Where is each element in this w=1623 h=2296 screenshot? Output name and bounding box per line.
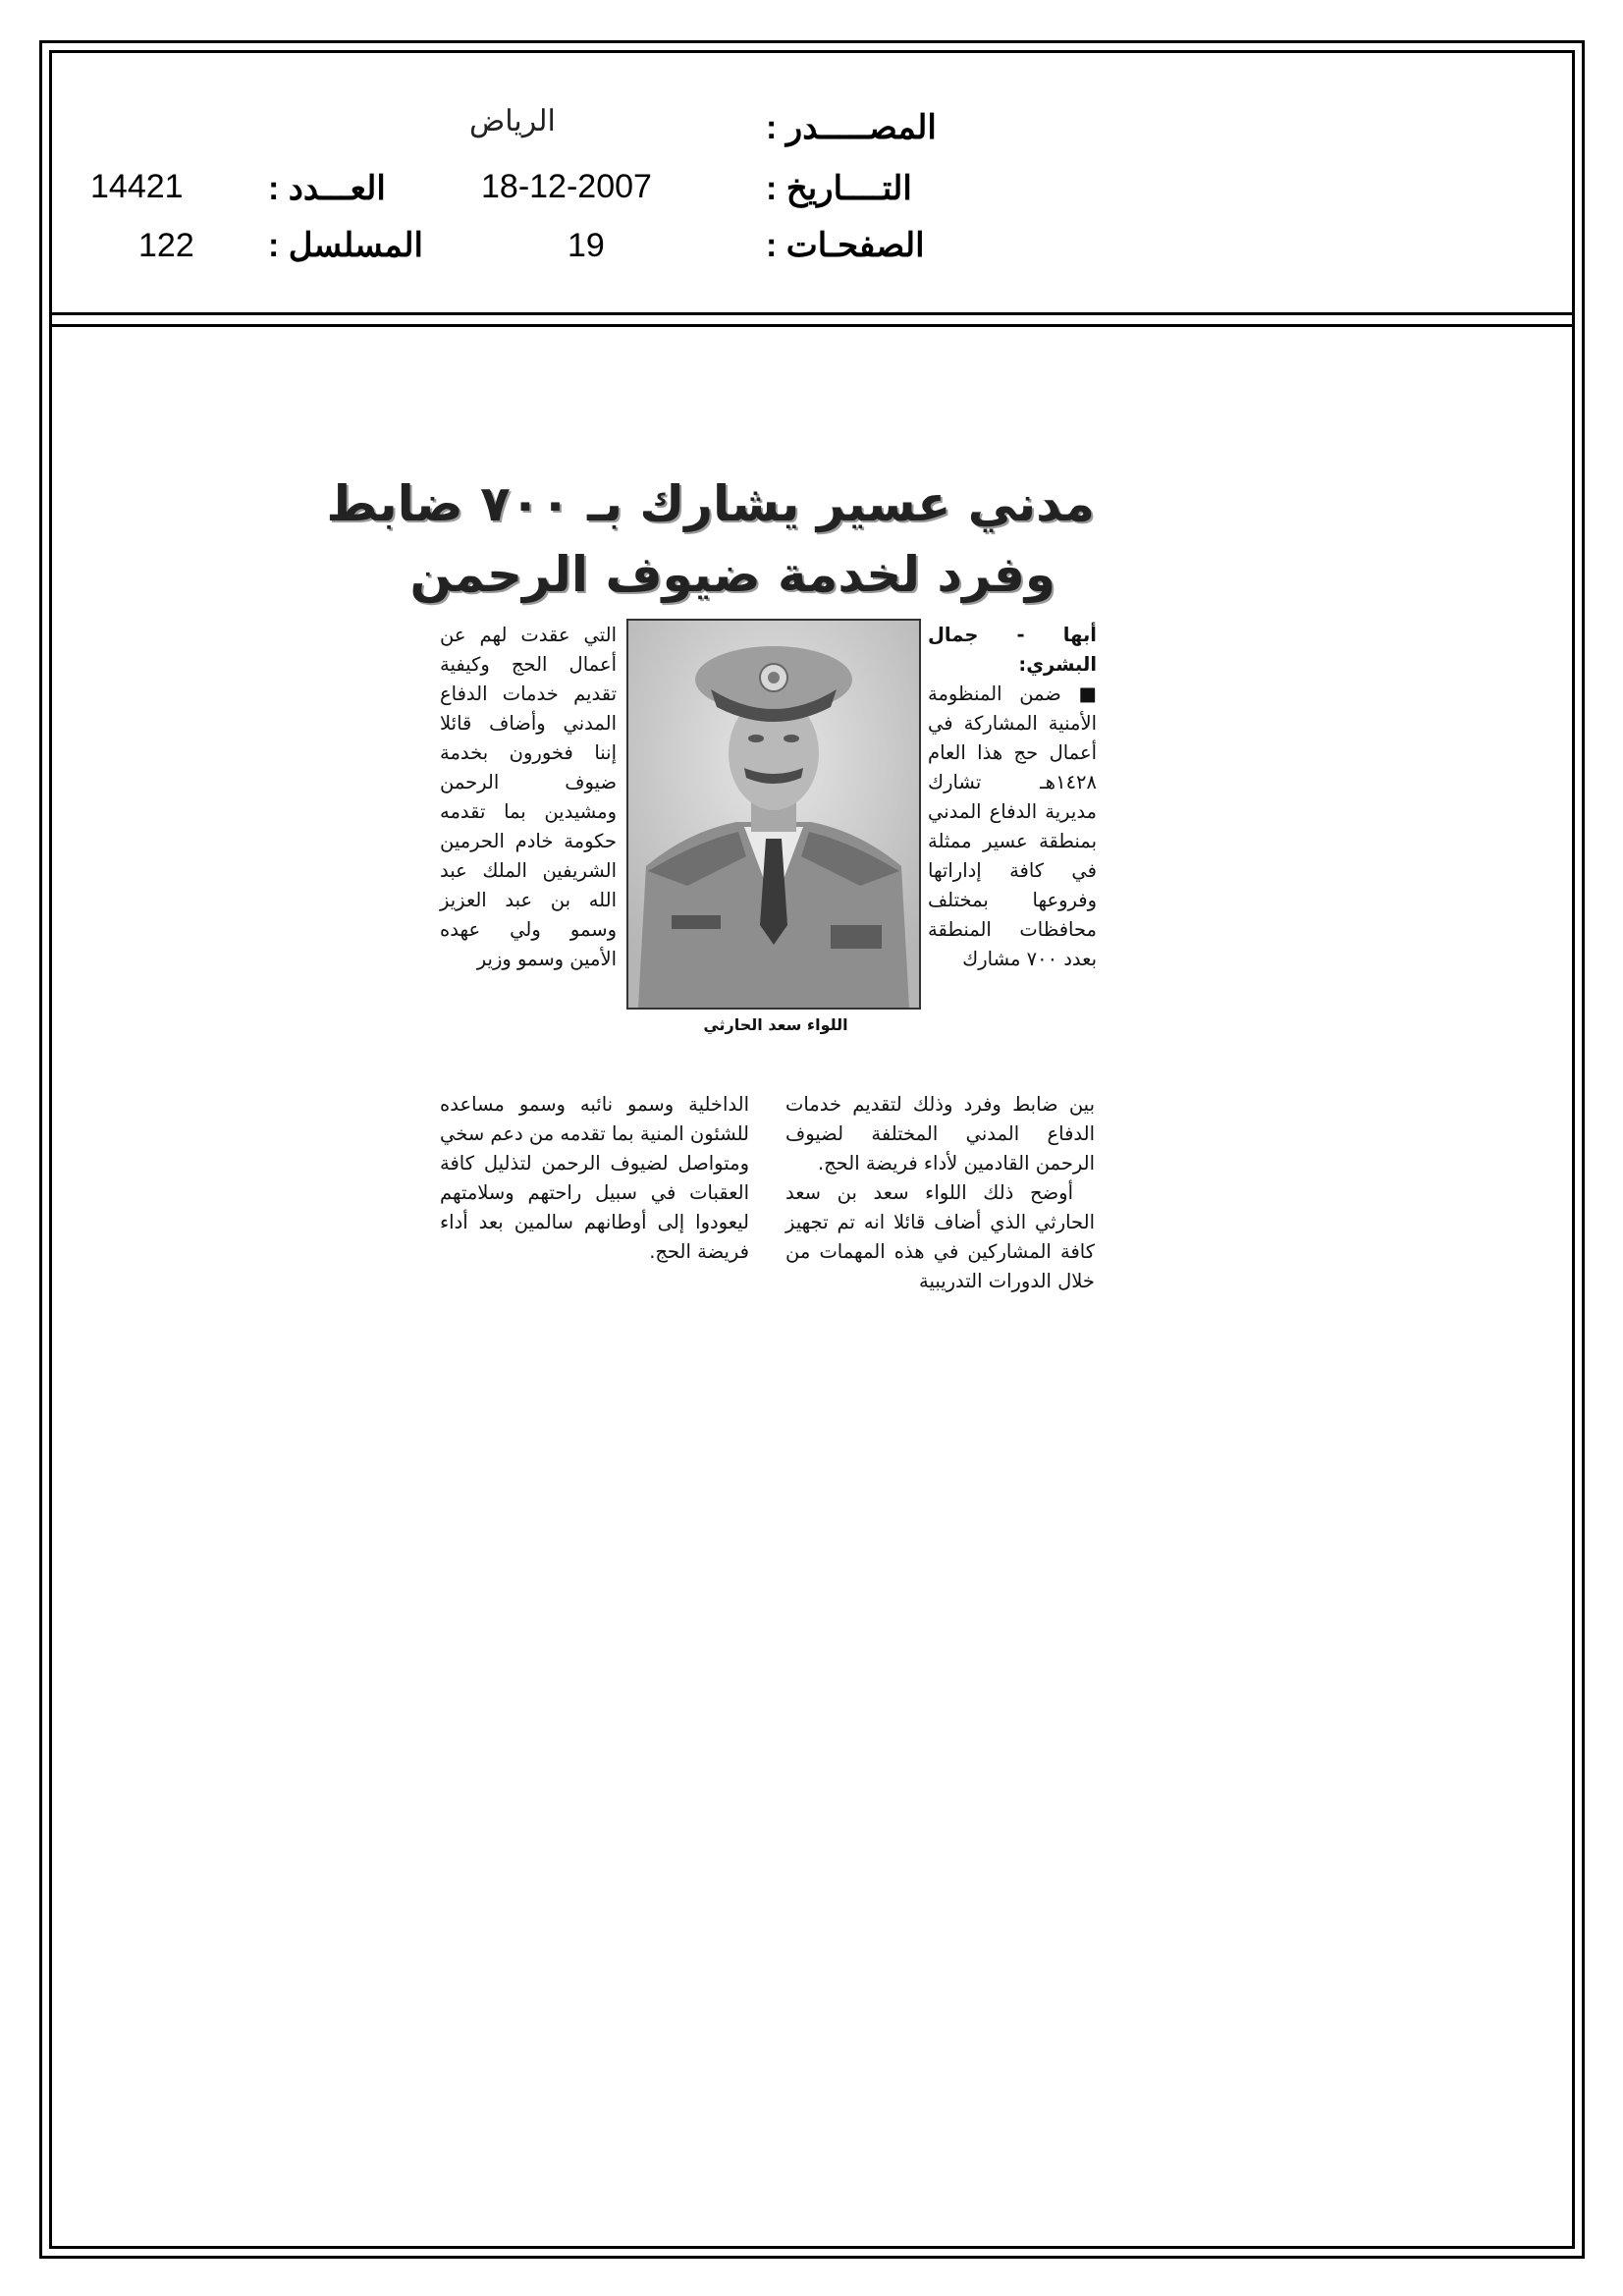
article-closing-text: الداخلية وسمو نائبه وسمو مساعده للشئون المنية بما تقدمه من دعم سخي ومتواصل لضيوف الرحمن لتذليل كافة العقبات في سبيل راحتهم وسلامتهم ليعودوا إلى أوطانهم سالمين بعد أداء فريضة الحج.	[440, 1093, 749, 1263]
officer-portrait-photo	[626, 619, 921, 1010]
issue-label: العـــدد :	[268, 170, 386, 207]
source-label: المصـــــدر :	[766, 109, 937, 146]
article-column-bottom-right	[785, 1090, 1095, 1296]
serial-label: المسلسل :	[268, 227, 423, 264]
photo-caption: اللواء سعد الحارثي	[703, 1015, 848, 1034]
article-paragraph-2: أوضح ذلك اللواء سعد بن سعد الحارثي الذي أضاف قائلا انه تم تجهيز كافة المشاركين في هذه المهمات من خلال الدورات التدريبية	[785, 1181, 1095, 1292]
source-value: الرياض	[469, 105, 556, 137]
pages-value: 19	[568, 227, 605, 264]
article-column-bottom-left	[440, 1090, 749, 1267]
header-divider	[49, 312, 1575, 315]
date-value: 18-12-2007	[481, 168, 652, 205]
article-byline: أبها - جمال البشري:	[928, 624, 1097, 676]
article-headline-line-2: وفرد لخدمة ضيوف الرحمن	[409, 546, 1055, 603]
header-divider-double	[49, 324, 1575, 327]
article-paragraph-1-end: بين ضابط وفرد وذلك لتقديم خدمات الدفاع المدني المختلفة لضيوف الرحمن القادمين لأداء فريضة الحج.	[785, 1093, 1095, 1175]
issue-value: 14421	[90, 168, 184, 205]
article-column-left-text: التي عقدت لهم عن أعمال الحج وكيفية تقديم خدمات الدفاع المدني وأضاف قائلا إننا فخورون بخدمة ضيوف الرحمن ومشيدين بما تقدمه حكومة خادم الحرمين الشريفين الملك عبد الله بن عبد العزيز وسمو ولي عهده الأمين وسمو وزير	[440, 624, 617, 970]
article-headline-line-1: مدني عسير يشارك بـ ٧٠٠ ضابط	[326, 475, 1095, 532]
article-intro-text: ■ ضمن المنظومة الأمنية المشاركة في أعمال حج هذا العام ١٤٢٨هـ تشارك مديرية الدفاع المدني بمنطقة عسير ممثلة في كافة إداراتها وفروعها بمختلف محافظات المنطقة بعدد ٧٠٠ مشارك	[928, 683, 1097, 970]
article-column-right	[928, 621, 1097, 974]
pages-label: الصفحـات :	[766, 227, 925, 264]
serial-value: 122	[138, 227, 194, 264]
date-label: التــــاريخ :	[766, 170, 912, 207]
article-column-left	[440, 621, 617, 974]
